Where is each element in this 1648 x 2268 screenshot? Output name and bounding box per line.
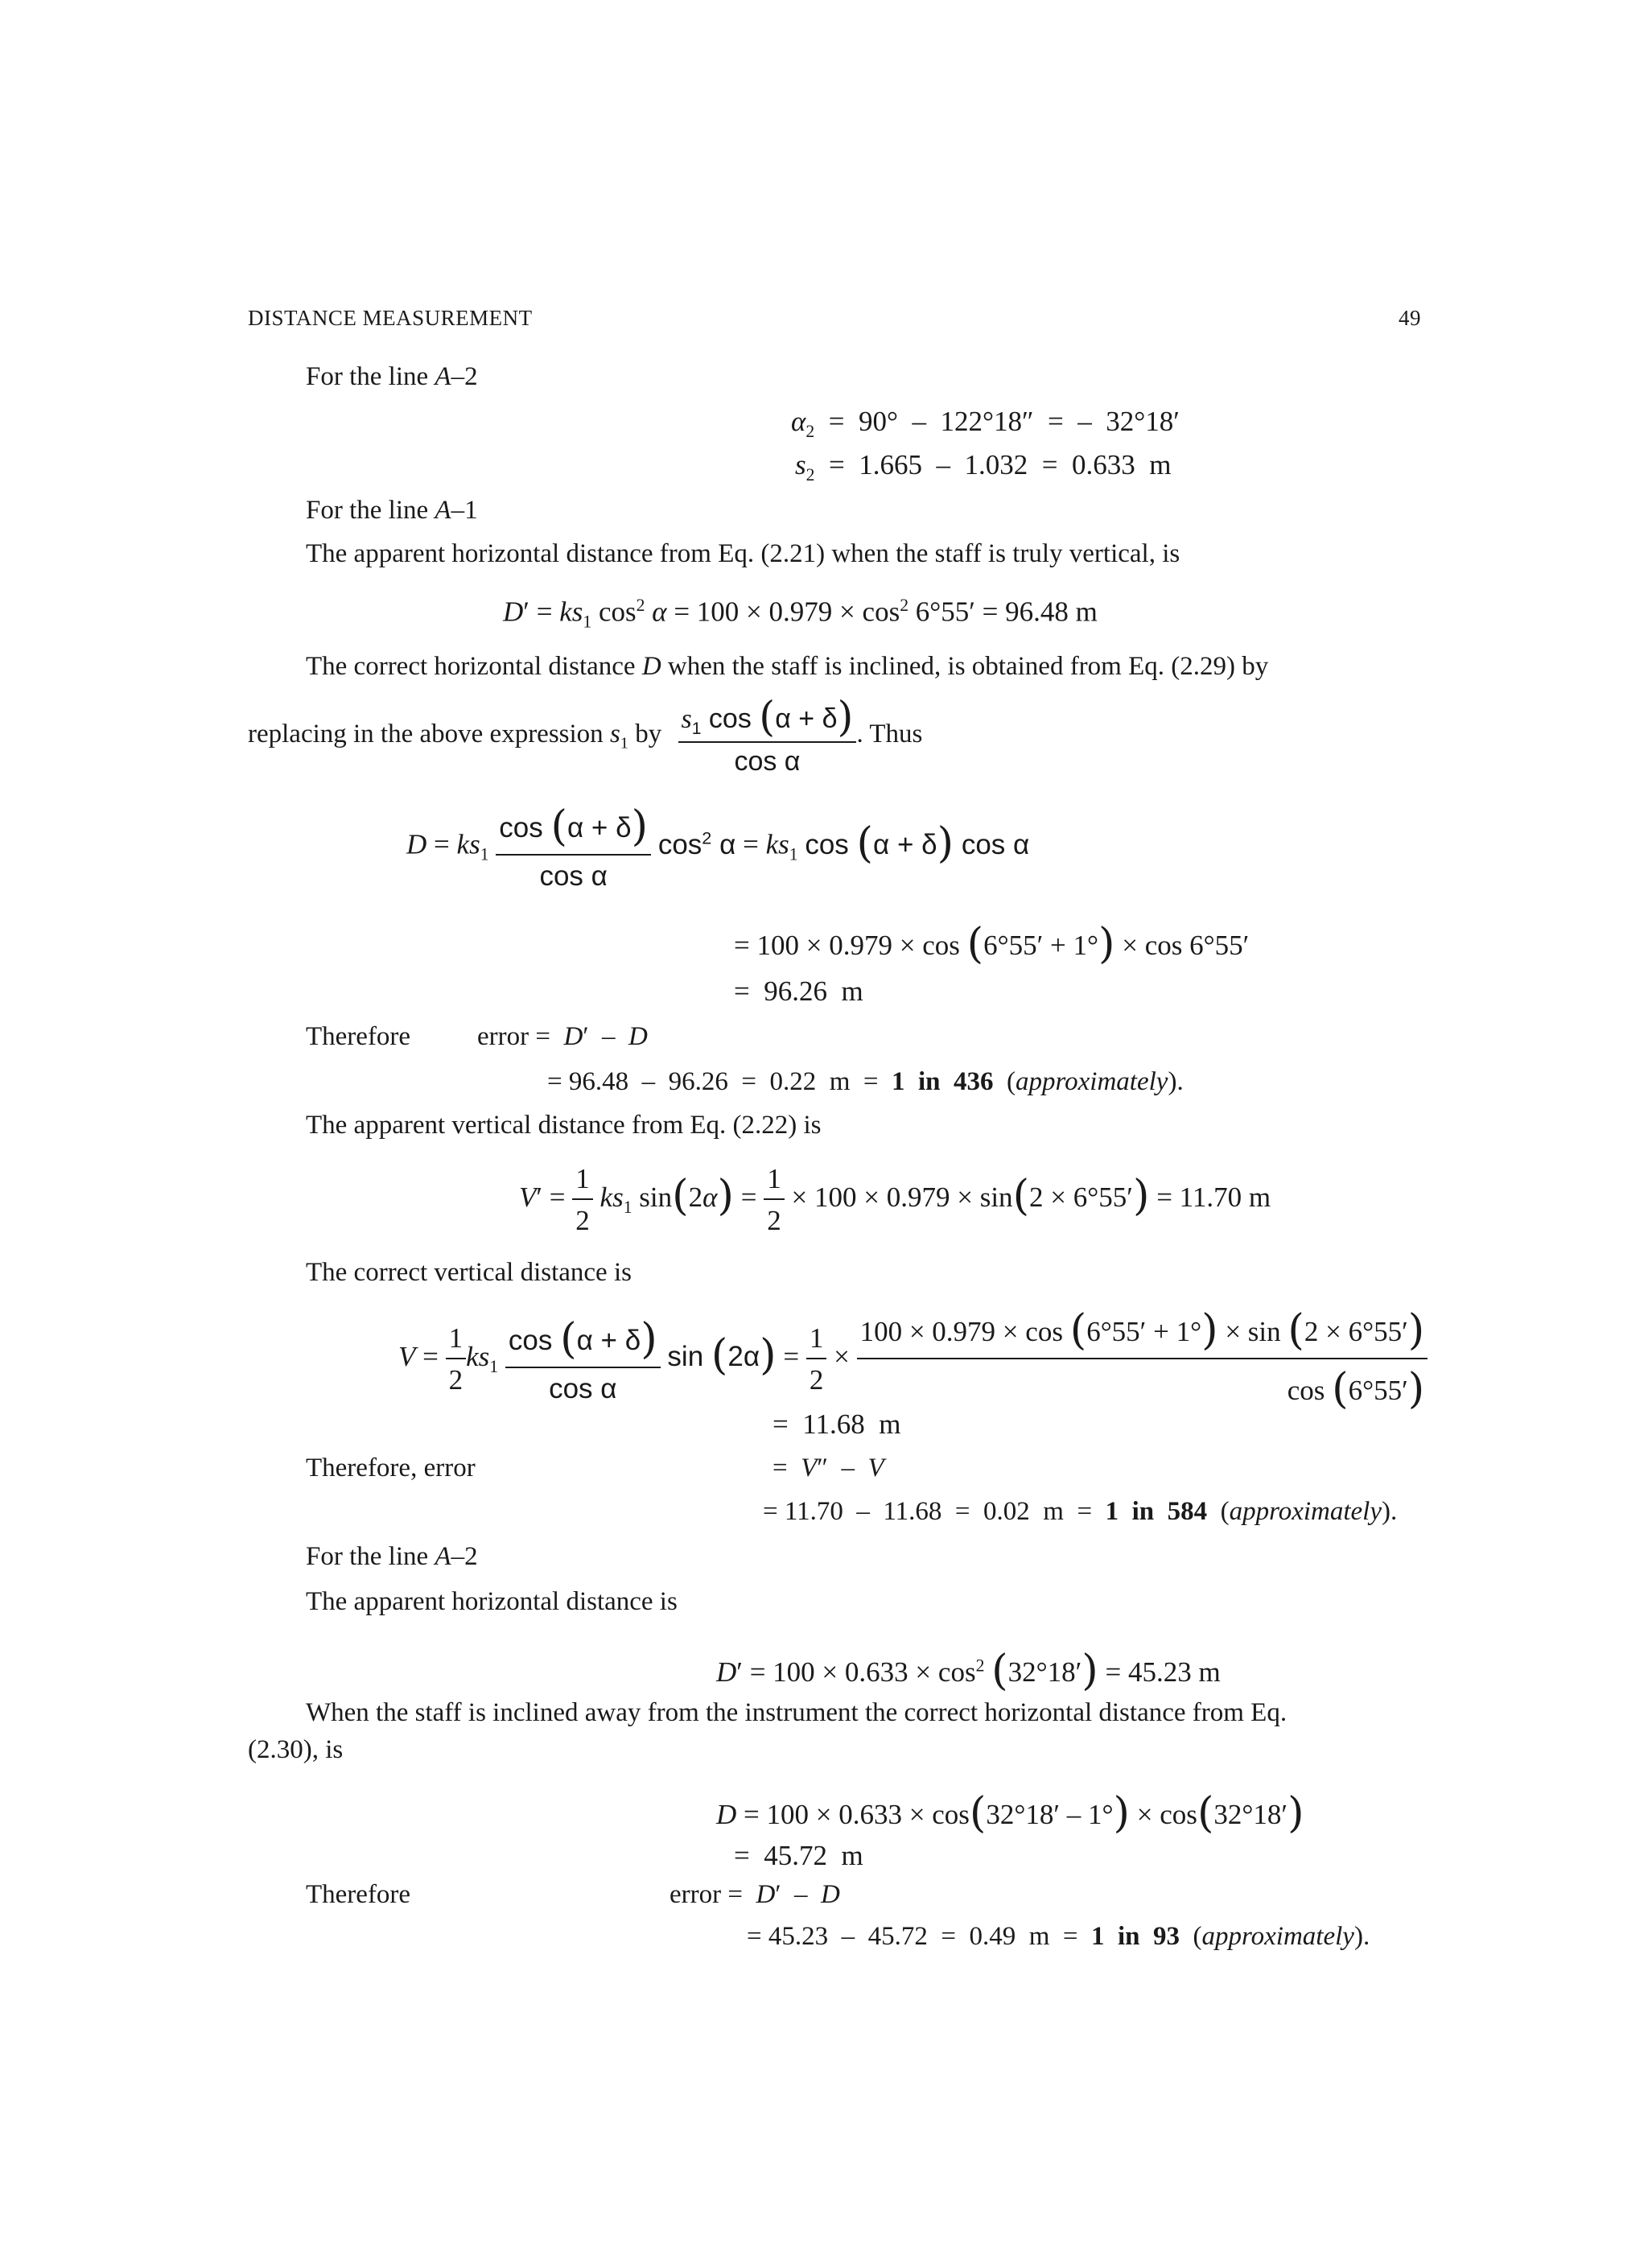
therefore-label-1: Therefore bbox=[306, 1022, 411, 1051]
error-3-line1: error = D′ – D bbox=[670, 1880, 840, 1909]
error-1-line1: error = D′ – D bbox=[477, 1022, 648, 1051]
equation-d-prime: $D' = ks_1$ $\cos^2 \alpha = 100 \times 0.979 \times \cos^2 6^\circ 55' = 96.48$ m bbox=[503, 596, 1098, 632]
paragraph-correct-vertical: The correct vertical distance is bbox=[306, 1258, 632, 1287]
error-1-line2: = 96.48 – 96.26 = 0.22 m = 1 in 436 (approximately). bbox=[547, 1067, 1184, 1096]
paragraph-line-a2: For the line A–2 bbox=[306, 362, 478, 391]
therefore-label-2: Therefore, error bbox=[306, 1454, 476, 1482]
equation-v: V = $\frac{1}{2}$ $ks_1$ $\frac{\cos (\alpha + \delta)}{\text{cos α}}$ sin (2α) = $\frac{1}{2}$ × $\frac{100 \times 0.979 \times \cos (6^\circ 55' + 1^\circ) \times \sin (2 \times 6^\circ 55')}{\cos (6^\circ 55')}$ bbox=[398, 1305, 1428, 1413]
equation-d-line1: $D = ks_1$ $\frac{\cos (\alpha + \delta)}{\text{cos α}}$ $\cos^2 \alpha = ks_1$ cos (α + δ) cos α bbox=[406, 802, 1030, 892]
paragraph-staff-inclined: When the staff is inclined away from the instrument the correct horizontal distance from Eq. bbox=[306, 1698, 1288, 1727]
paragraph-apparent-vertical: The apparent vertical distance from Eq. (2.22) is bbox=[306, 1111, 822, 1140]
paragraph-apparent-horizontal: The apparent horizontal distance from Eq. (2.21) when the staff is truly vertical, is bbox=[306, 539, 1180, 568]
equation-alpha2: $\alpha_2 = 90^\circ - 122^\circ 18''$ = – 32°18′ bbox=[791, 406, 1180, 441]
paragraph-eq-230: (2.30), is bbox=[248, 1735, 344, 1764]
equation-d-2: D = 100 × 0.633 × cos(32°18′ – 1°) × cos(32°18′) bbox=[716, 1788, 1304, 1837]
paragraph-line-a1: For the line A–1 bbox=[306, 496, 478, 525]
error-2-line1: = V″ – V bbox=[772, 1454, 884, 1482]
paragraph-replacing: replacing in the above expression $s_1$ by $\frac{s_1 \cos (\alpha + \delta)}{\text{cos α}}$ . Thus bbox=[248, 694, 923, 777]
therefore-label-3: Therefore bbox=[306, 1880, 411, 1909]
equation-d-line3: = 96.26 m bbox=[734, 975, 863, 1007]
paragraph-correct-horizontal: The correct horizontal distance D when the staff is inclined, is obtained from Eq. (2.29) by bbox=[306, 652, 1269, 681]
equation-d-2-result: = 45.72 m bbox=[734, 1840, 863, 1871]
equation-v-result: = 11.68 m bbox=[772, 1408, 901, 1440]
equation-d-prime-2: $D' = 100 \times 0.633 \times \cos^2 (32^\circ 18') = 45.23$ m bbox=[716, 1646, 1221, 1695]
error-3-line2: = 45.23 – 45.72 = 0.49 m = 1 in 93 (approximately). bbox=[747, 1922, 1370, 1951]
equation-d-line2: = 100 × 0.979 × cos (6°55′ + 1°) × cos 6°55′ bbox=[734, 919, 1250, 968]
equation-v-prime: V′ = $\frac{1}{2}$ $ks_1$ sin(2α) = $\frac{1}{2}$ × 100 × 0.979 × sin(2 × 6°55′) = 11.70 m bbox=[519, 1163, 1271, 1236]
error-2-line2: = 11.70 – 11.68 = 0.02 m = 1 in 584 (approximately). bbox=[763, 1497, 1398, 1526]
page-number: 49 bbox=[1399, 306, 1421, 330]
equation-s2: $s_2 = 1.665 - 1.032 = 0.633$ m bbox=[795, 449, 1172, 485]
paragraph-line-a2-second: For the line A–2 bbox=[306, 1542, 478, 1571]
paragraph-apparent-horizontal-2: The apparent horizontal distance is bbox=[306, 1587, 678, 1616]
running-title: DISTANCE MEASUREMENT bbox=[248, 306, 533, 330]
